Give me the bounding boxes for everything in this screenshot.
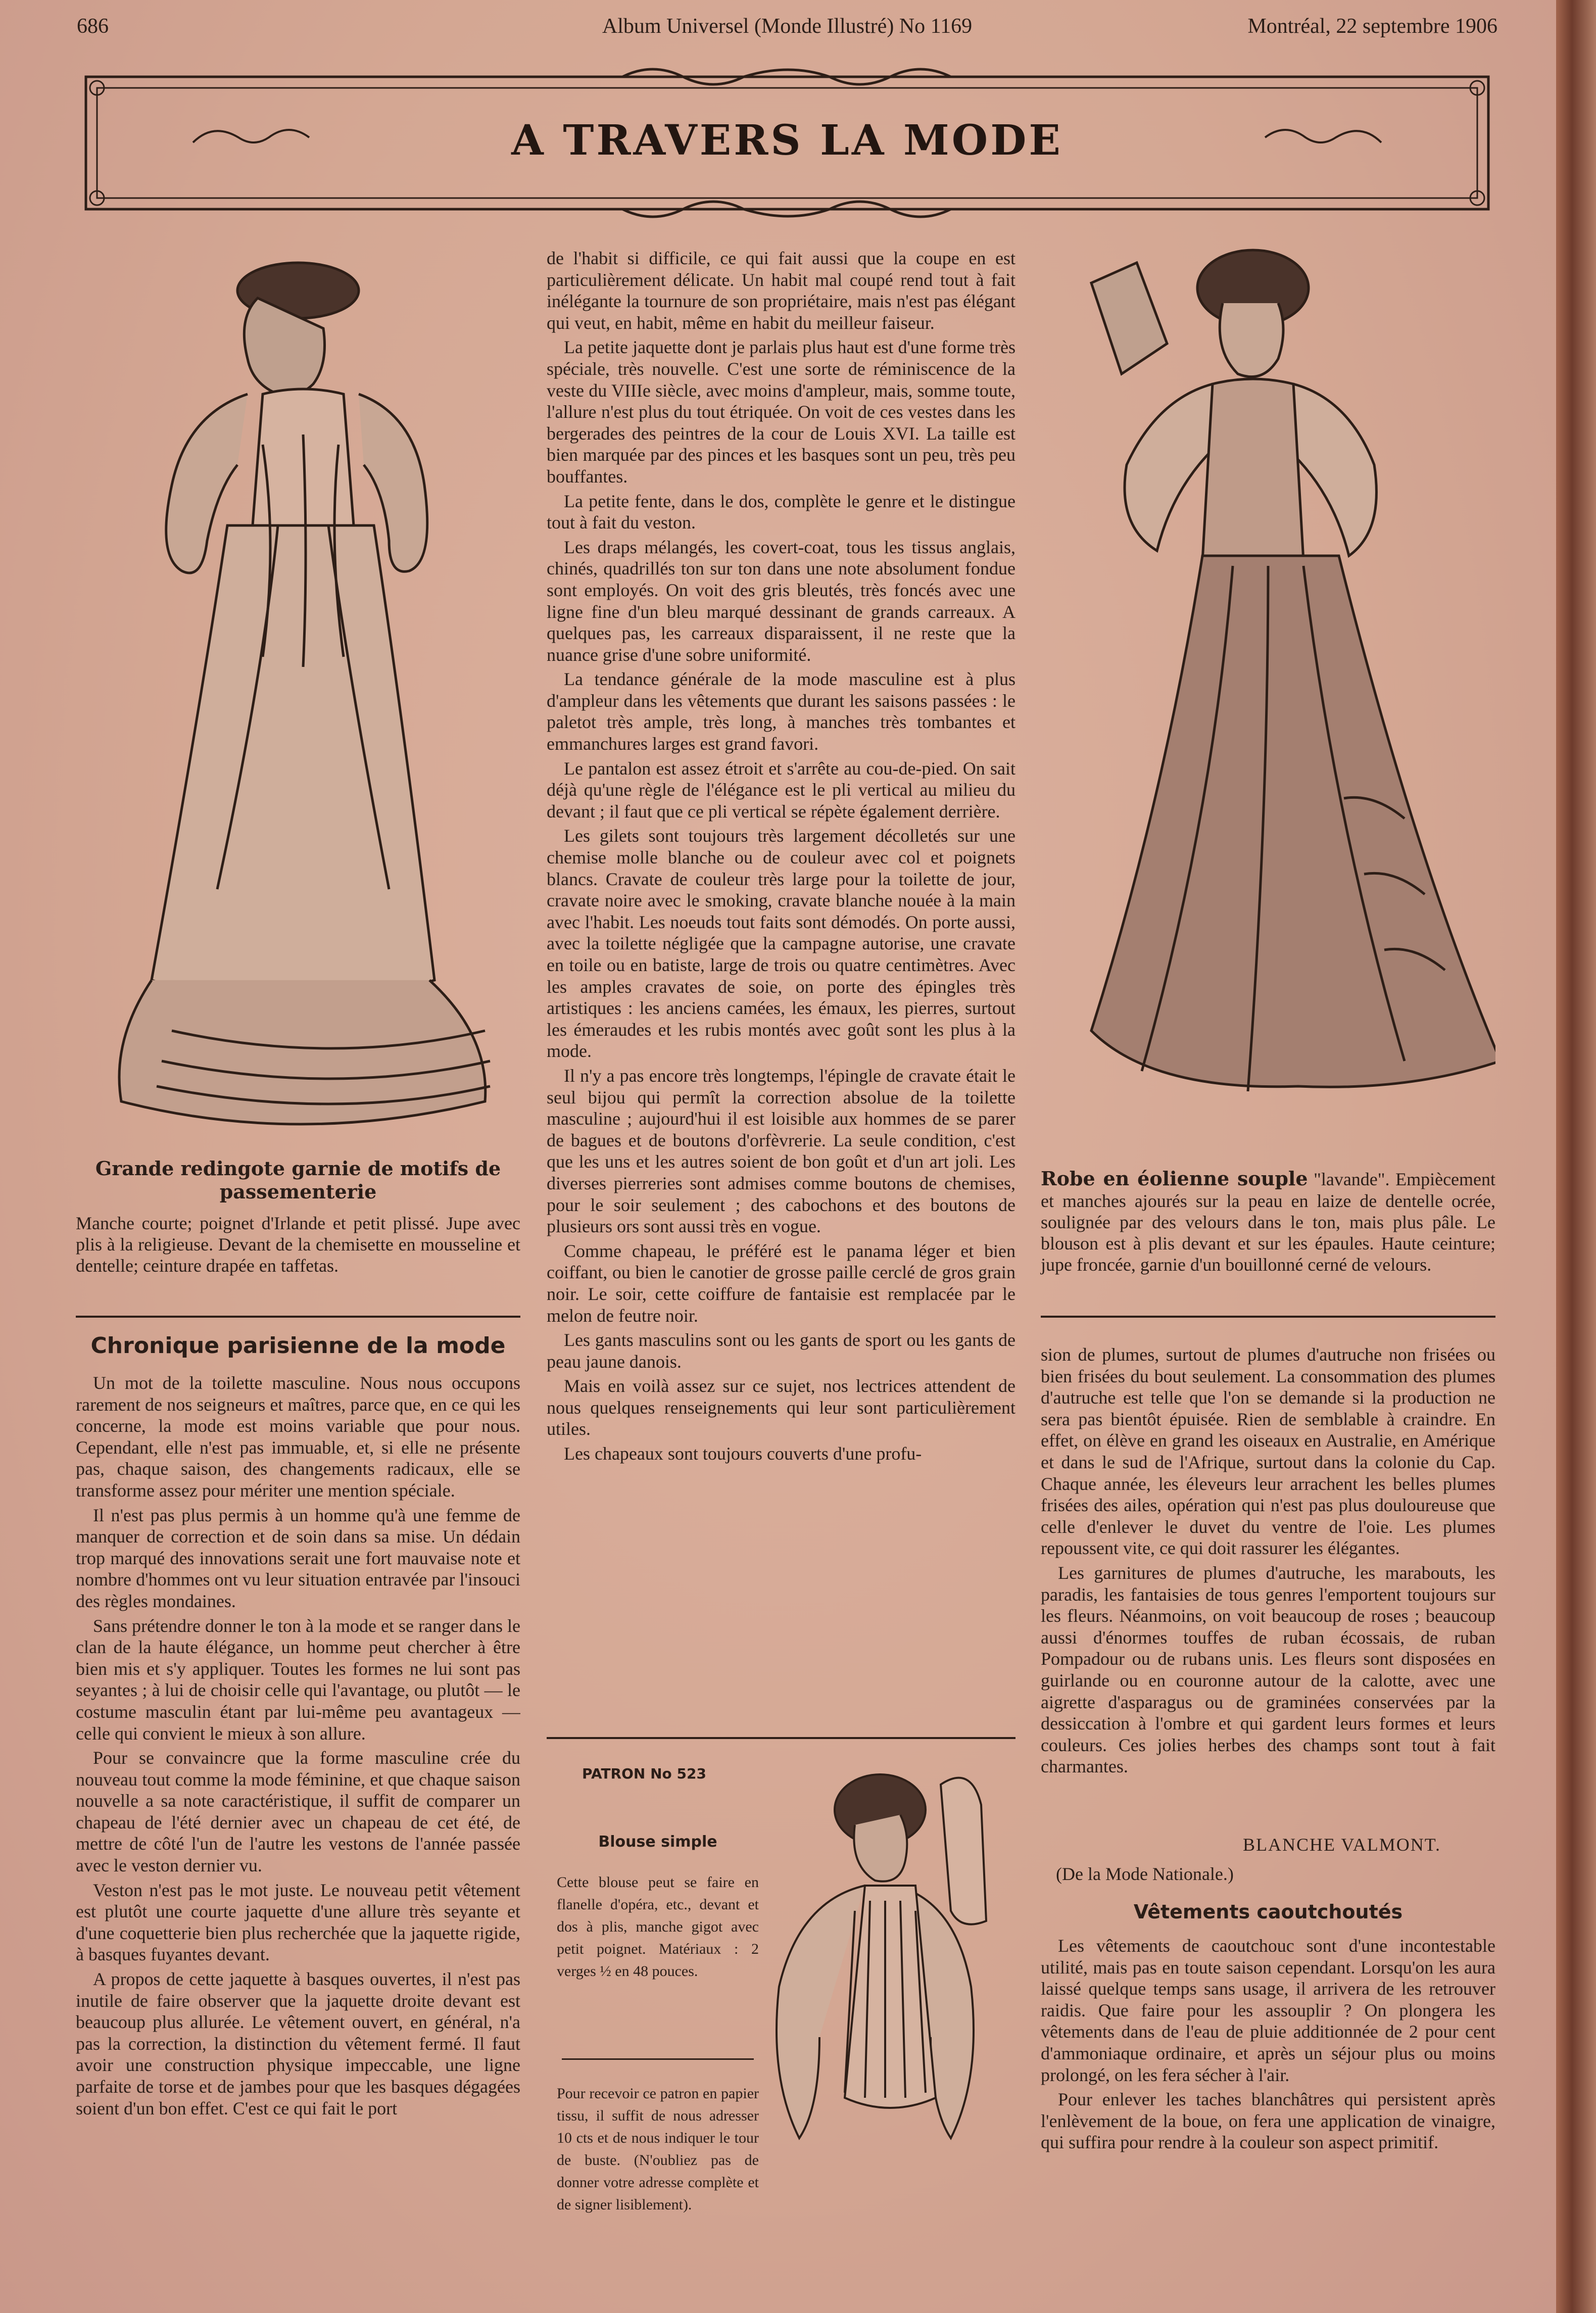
chronique-column-2 — [547, 248, 1015, 1723]
paragraph: Veston n'est pas le mot juste. Le nouveau petit vêtement est plutôt une courte jaquette d'une allure très seyante et d'une coquetterie bien plus recherchée que la jaquette rigide, à basques fuyantes devant. — [76, 1880, 520, 1965]
paragraph: Il n'est pas plus permis à un homme qu'à une femme de manquer de correction et de soin dans sa mise. Un dédain trop marqué des innovations serait une fort mauvaise note et nombre d'hommes ont vu leur situation entravée par l'insouci des règles mondaines. — [76, 1505, 520, 1611]
chronique-heading: Chronique parisienne de la mode — [90, 1333, 506, 1359]
patron-divider — [562, 2058, 754, 2060]
issue-date: Montréal, 22 septembre 1906 — [1247, 15, 1497, 38]
eolienne-dress-illustration — [1041, 243, 1495, 1162]
paragraph: Mais en voilà assez sur ce sujet, nos lectrices attendent de nous quelques renseignements qui leur sont particulièrement utiles. — [547, 1376, 1015, 1439]
paragraph: Sans prétendre donner le ton à la mode et se ranger dans le clan de la haute élégance, un homme peut chercher à être bien mis et s'y appliquer. Toutes les formes ne lui sont pas seyantes ; à lui de choisir celle qui l'avantage, ou plutôt — le costume masculin étant par lui-même peu avantageux — celle qui convient le mieux à son allure. — [76, 1615, 520, 1744]
redingote-illustration — [96, 243, 505, 1152]
paragraph: A propos de cette jaquette à basques ouvertes, il n'est pas inutile de faire observer que la jaquette droite devant est beaucoup plus allurée. Le vêtement ouvert, en général, n'a pas la correction, la distinction du vêtement fermé. Il faut avoir une construction physique impeccable, une ligne parfaite de torse et de jambes pour que les basques dégagées soient d'un bon effet. C'est ce qui fait le port — [76, 1969, 520, 2118]
paragraph: Les garnitures de plumes d'autruche, les marabouts, les paradis, les fantaisies de tous genres l'emportent toujours sur les fleurs. Néanmoins, on voit beaucoup de roses ; beaucoup aussi d'énormes touffes de ruban écossais, de ruban Pompadour ou de rubans unis. Les fleurs sont disposées en guirlande ou en couronne autour de la calotte, avec une aigrette d'asparagus ou de graminées conservées par la dessiccation à l'ombre et qui gardent leurs formes et leurs couleurs. Ces jolies herbes des champs sont tout à fait charmantes. — [1041, 1562, 1495, 1777]
right-figure-text: "lavande". Empiècement et manches ajourés sur la peau en laize de dentelle ocrée, soulignée par des velours dans le ton, mais plus pâle. Le blouson est à plis devant et sur les épaules. Haute ceinture; jupe froncée, garnie d'un bouillonné cerné de velours. — [1041, 1169, 1496, 1275]
author-signature: BLANCHE VALMONT. — [1243, 1835, 1441, 1855]
chronique-column-3 — [1041, 1344, 1495, 1824]
column-rule-right — [1041, 1316, 1495, 1318]
patron-order-instructions: Pour recevoir ce patron en papier tissu, il suffit de nous adresser 10 cts et de nous indiquer le tour de buste. (N'oubliez pas de donner votre adresse complète et de signer lisiblement). — [557, 2085, 759, 2213]
caoutchouc-heading: Vêtements caoutchoutés — [1133, 1901, 1403, 1923]
patron-number: PATRON No 523 — [582, 1765, 706, 1782]
left-figure-caption: Manche courte; poignet d'Irlande et petit plissé. Jupe avec plis à la religieuse. Devant de la chemisette en mousseline et dentelle; ceinture drapée en taffetas. — [76, 1213, 520, 1276]
page-edge — [1556, 0, 1596, 2313]
paragraph: Un mot de la toilette masculine. Nous nous occupons rarement de nos seigneurs et maîtres, parce que, en ce qui les concerne, la mode est moins variable que pour nous. Cependant, elle n'est pas immuable, et, si elle ne présente pas, chaque saison, des changements radicaux, elle se transforme assez pour mériter une mention spéciale. — [76, 1373, 520, 1501]
caoutchouc-column — [1041, 1935, 1495, 2269]
page-number: 686 — [77, 15, 109, 38]
section-title: A TRAVERS LA MODE — [511, 116, 1063, 165]
source-note: (De la Mode Nationale.) — [1056, 1864, 1234, 1884]
paragraph: La petite jaquette dont je parlais plus haut est d'une forme très spéciale, très nouvelle. C'est une sorte de réminiscence de la veste du VIIIe siècle, avec moins d'ampleur, mais, somme toute, l'allure n'est plus du tout étriquée. On voit de ces vestes dans les bergerades des peintres de la cour de Louis XVI. La taille est bien marquée par des pinces et les basques sont un peu, très peu bouffantes. — [547, 337, 1015, 487]
patron-title: Blouse simple — [598, 1833, 717, 1851]
running-head — [77, 14, 1497, 44]
paragraph: Pour se convaincre que la forme masculine crée du nouveau tout comme la mode féminine, et que chaque saison nouvelle a sa note caractéristique, il suffit de comparer un chapeau de l'été dernier avec un chapeau de cet été, de mettre de côté l'un de l'autre les vestons de l'année passée avec le veston dernier vu. — [76, 1748, 520, 1876]
paragraph: Il n'y a pas encore très longtemps, l'épingle de cravate était le seul bijou qui permît la correction absolue de la toilette masculine ; aujourd'hui il est loisible aux hommes de se parer de bagues et de boutons d'orfèvrerie. La seule condition, c'est que les uns et les autres soient de bon goût et d'un art joli. Les diverses pierreries sont admises comme boutons de chemises, pour le soir seulement ; des cabochons et des boutons de plusieurs ors sont aussi très en vogue. — [547, 1065, 1015, 1237]
chronique-column-1 — [76, 1372, 520, 2282]
paragraph: Les gants masculins sont ou les gants de sport ou les gants de peau jaune danois. — [547, 1330, 1015, 1372]
paragraph: La tendance générale de la mode masculine est à plus d'ampleur dans les vêtements que durant les saisons passées : le paletot très ample, très long, à manches très tombantes et emmanchures larges est grand favori. — [547, 669, 1015, 754]
paragraph: Les vêtements de caoutchouc sont d'une incontestable utilité, mais pas en toute saison cependant. Lorsqu'on les aura laissé quelque temps sans usage, il arrivera de les retrouver raidis. Que faire pour les assouplir ? On plongera les vêtements dans de l'eau de pluie additionnée de 2 pour cent d'ammoniaque ordinaire, et après un séjour plus ou moins prolongé, on les fera sécher à l'air. — [1041, 1936, 1495, 2085]
left-figure-title: Grande redingote garnie de motifs de passementerie — [95, 1157, 501, 1203]
paragraph: Le pantalon est assez étroit et s'arrête au cou-de-pied. On sait déjà qu'une règle de l'élégance est le pli vertical au milieu du devant ; il faut que ce pli vertical se répète également derrière. — [547, 758, 1015, 822]
title-banner — [77, 67, 1497, 218]
blouse-illustration — [764, 1749, 1006, 2244]
paragraph: Pour enlever les taches blanchâtres qui persistent après l'enlèvement de la boue, on fera une application de vinaigre, qui suffira pour rendre à la couleur son aspect primitif. — [1041, 2089, 1495, 2153]
paragraph: Comme chapeau, le préféré est le panama léger et bien coiffant, ou bien le canotier de grosse paille cerclé de gros grain noir. Le soir, cette coiffure de fantaisie est remplacée par le melon de feutre noir. — [547, 1240, 1015, 1326]
paragraph: La petite fente, dans le dos, complète le genre et le distingue tout à fait du veston. — [547, 491, 1015, 533]
paragraph: Les draps mélangés, les covert-coat, tous les tissus anglais, chinés, quadrillés ton sur ton dans une note absolument fondue sont employés. On voit des gris bleutés, très foncés avec une ligne fine d'un bleu marqué dessinant de grands carreaux. A quelques pas, les carreaux disparaissent, il ne reste que la nuance grise d'une sobre uniformité. — [547, 537, 1015, 665]
paragraph: Les gilets sont toujours très largement décolletés sur une chemise molle blanche ou de couleur avec col et poignets blancs. Cravate de couleur très large pour la toilette de jour, cravate noire avec le smoking, cravate blanche nouée à la main avec l'habit. Les noeuds tout faits sont démodés. On porte aussi, avec la toilette négligée que la campagne autorise, une cravate en toile ou en batiste, large de trois ou quatre centimètres. Avec les amples cravates de soie, on porte des épingles très artistiques : les anciens camées, les émaux, les pierres, surtout les émeraudes et les rubis montés avec goût sont les plus à la mode. — [547, 826, 1015, 1062]
patron-box — [547, 1737, 1015, 2247]
paragraph: de l'habit si difficile, ce qui fait aussi que la coupe en est particulièrement délicate. Un habit mal coupé rend tout à fait inélégante la tournure de son propriétaire, mais n'est pas élégant qui veut, en habit, même en habit du meilleur faiseur. — [547, 248, 1015, 333]
right-figure-caption — [1041, 1167, 1495, 1275]
column-rule — [76, 1316, 520, 1318]
right-figure-title: Robe en éolienne souple — [1041, 1167, 1308, 1190]
patron-description: Cette blouse peut se faire en flanelle d'opéra, etc., devant et dos à plis, manche gigot avec petit poignet. Matériaux : 2 verges ½ en 48 pouces. — [557, 1874, 759, 1980]
paragraph: sion de plumes, surtout de plumes d'autruche non frisées ou bien frisées du bout seulement. La consommation des plumes d'autruche est telle que l'on se demande si la production ne sera pas bientôt épuisée. Rien de semblable à craindre. En effet, on élève en grand les oiseaux en Australie, en Amérique et dans le sud de l'Afrique, surtout dans la colonie du Cap. Chaque année, les éleveurs leur arrachent les belles plumes frisées des ailes, opération qui n'est pas plus douloureuse que celle d'enlever le duvet du ventre de l'oie. Les plumes repoussent vite, ce qui doit rassurer les élégantes. — [1041, 1344, 1495, 1559]
publication-title: Album Universel (Monde Illustré) No 1169 — [602, 15, 973, 38]
paragraph: Les chapeaux sont toujours couverts d'une profu- — [564, 1443, 922, 1464]
